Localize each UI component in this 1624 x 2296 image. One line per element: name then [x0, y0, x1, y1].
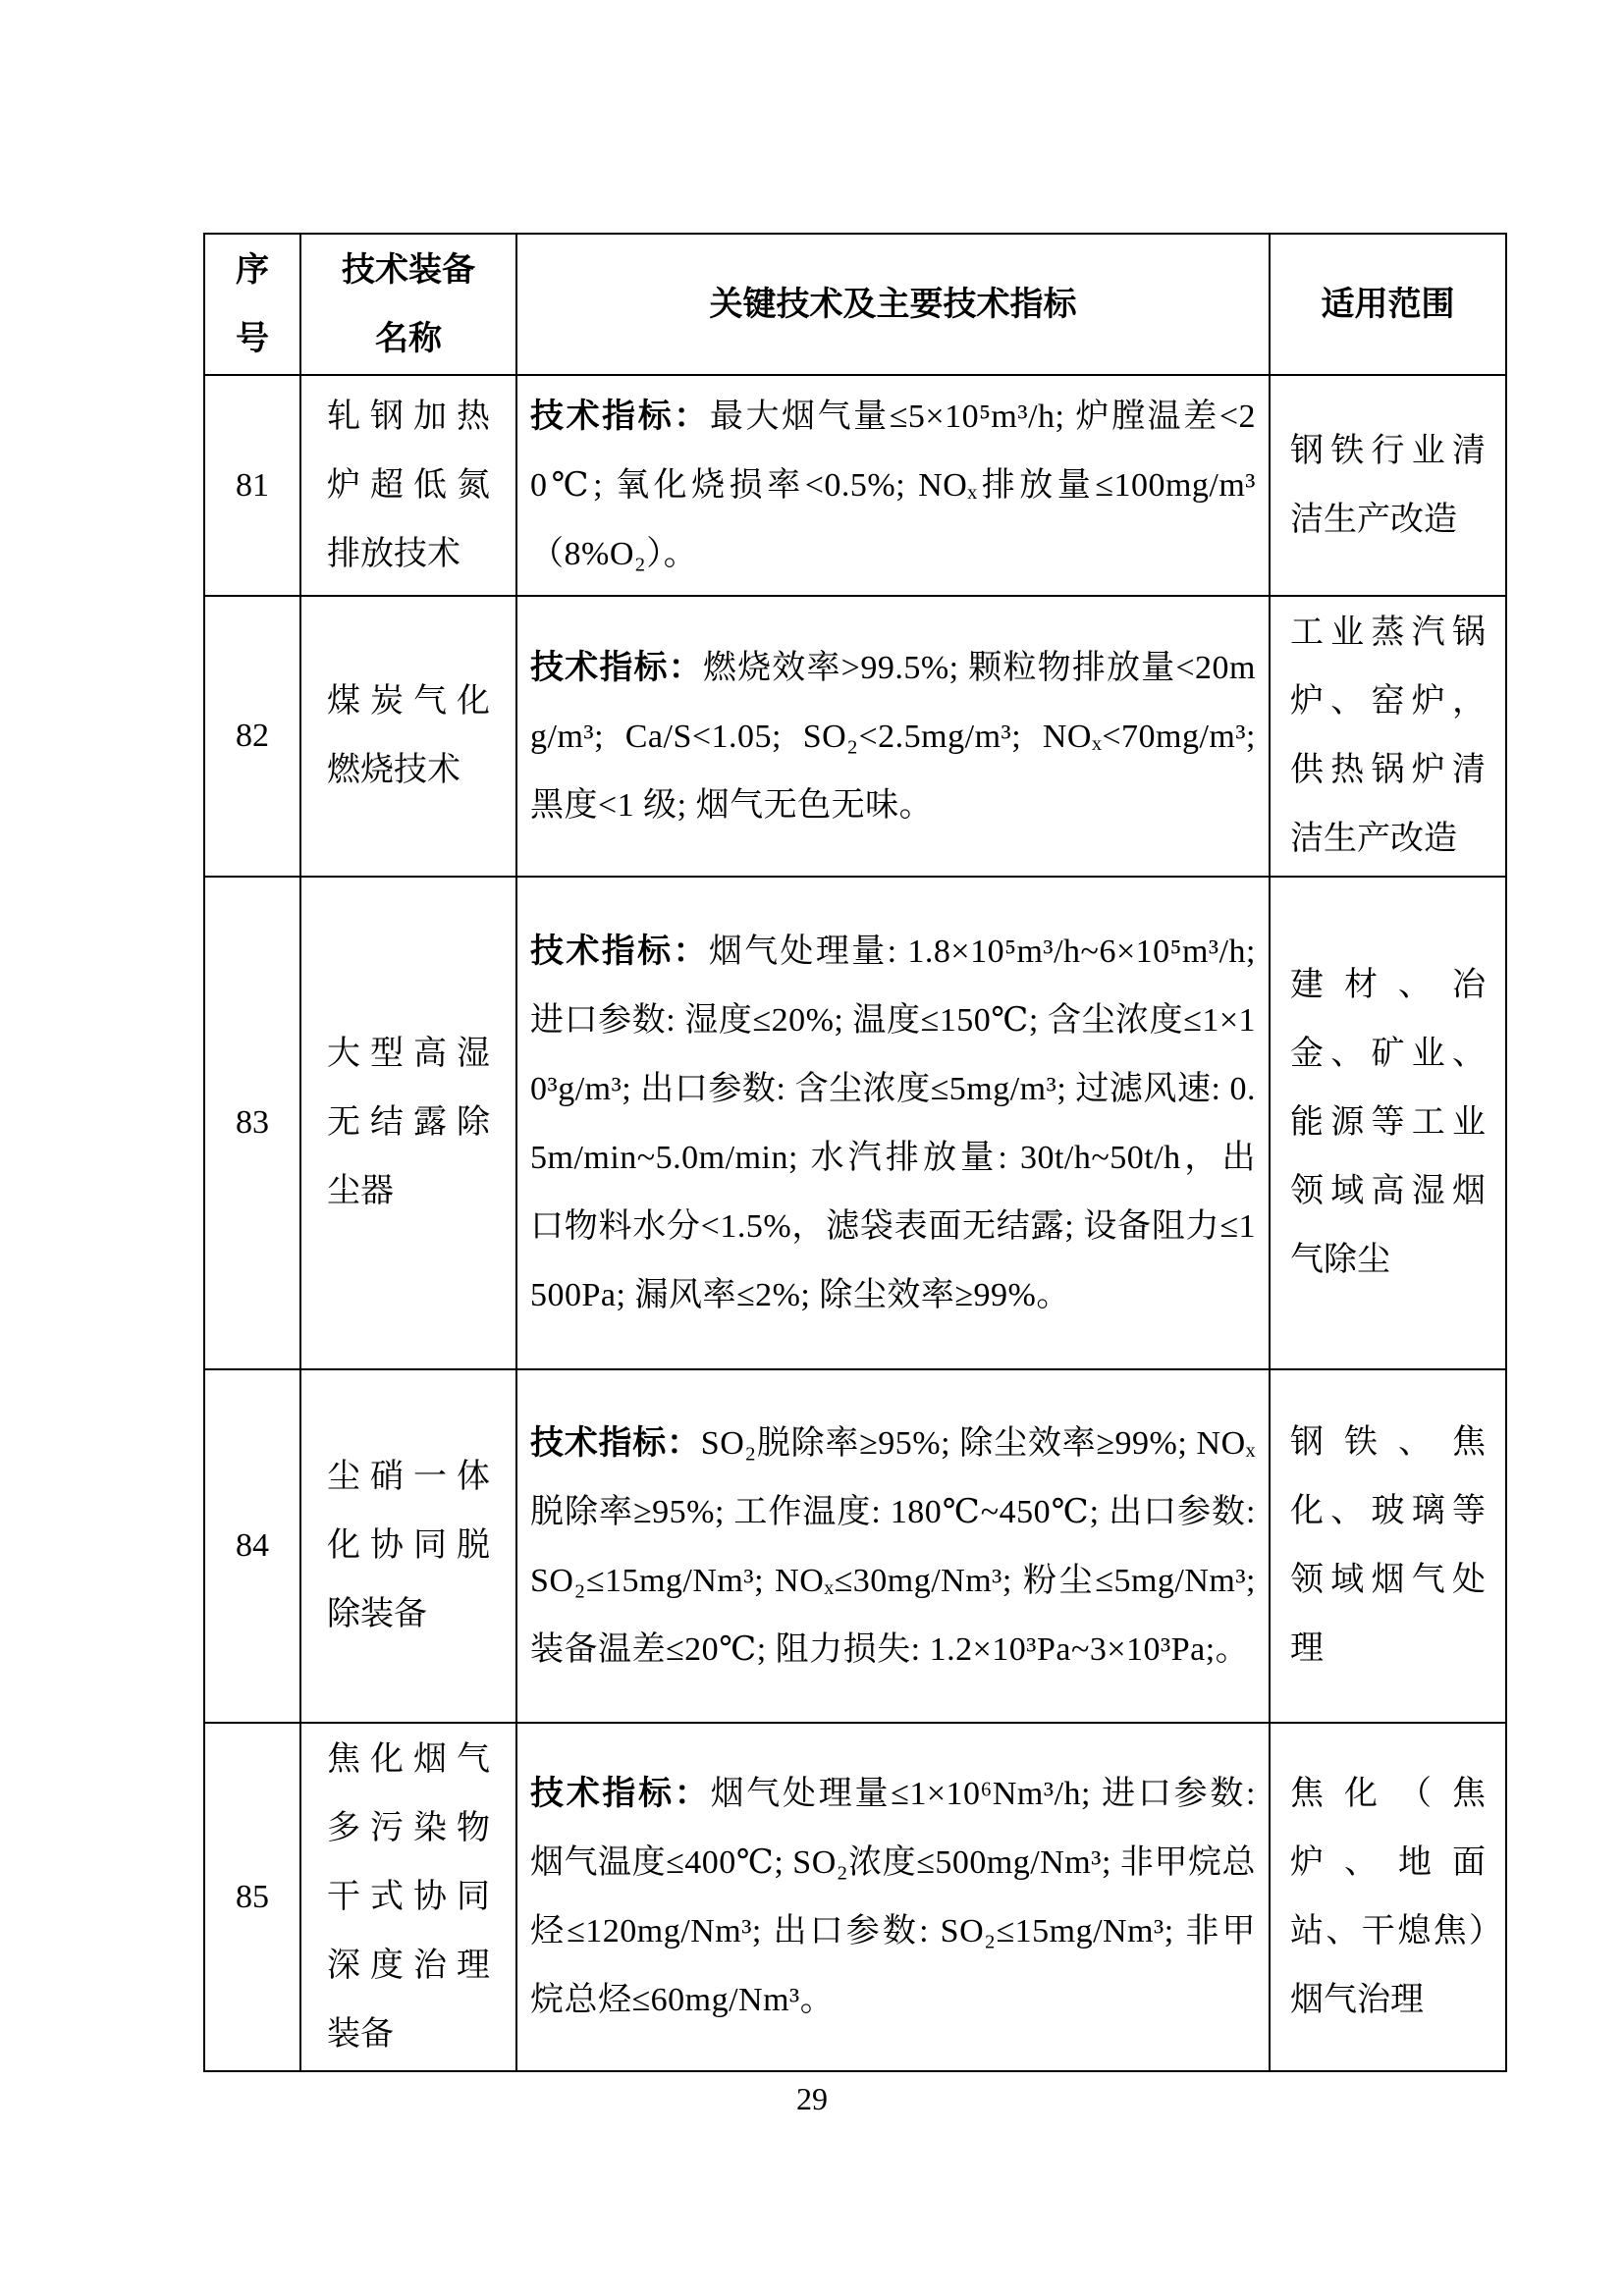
row-82-no: 82: [204, 596, 300, 877]
row-82-indicator: [516, 596, 1270, 877]
header-scope-label: 适用范围: [1321, 286, 1455, 323]
row-85-indicator-text: 烟气处理量≤1×10⁶Nm³/h; 进口参数: 烟气温度≤400℃; SO₂浓度≤500mg/Nm³; 非甲烷总烃≤120mg/Nm³; 出口参数: SO₂≤15mg/Nm³; 非甲烷总烃≤60mg/Nm³。: [530, 1776, 1256, 2018]
row-83-indicator-label: 技术指标：: [530, 932, 709, 970]
row-83-scope: 建材、冶金、矿业、能源等工业领域高湿烟气除尘: [1270, 877, 1506, 1369]
header-row: [204, 234, 1506, 375]
row-82-name: 煤炭气化燃烧技术: [300, 596, 516, 877]
row-84-indicator: [516, 1369, 1270, 1723]
row-85-indicator-label: 技术指标：: [530, 1775, 711, 1812]
row-84-scope: 钢铁、焦化、玻璃等领域烟气处理: [1270, 1369, 1506, 1723]
table-row-84: [204, 1369, 1506, 1723]
row-83-no: 83: [204, 877, 300, 1369]
row-84-no: 84: [204, 1369, 300, 1723]
row-81-no: 81: [204, 375, 300, 596]
row-81-name: 轧钢加热炉超低氮排放技术: [300, 375, 516, 596]
row-83-indicator-text: 烟气处理量: 1.8×10⁵m³/h~6×10⁵m³/h; 进口参数: 湿度≤20%; 温度≤150℃; 含尘浓度≤1×10³g/m³; 出口参数: 含尘浓度≤5mg/m³; 过滤风速: 0.5m/min~5.0m/min; 水汽排放量: 30t/h~50t/h，出口物料水分<1.5%，滤袋表面无结露; 设备阻力≤1500Pa; 漏风率≤2%; 除尘效率≥99%。: [530, 933, 1257, 1313]
row-84-indicator-text: SO₂脱除率≥95%; 除尘效率≥99%; NOₓ脱除率≥95%; 工作温度: 180℃~450℃; 出口参数: SO₂≤15mg/Nm³; NOₓ≤30mg/Nm³; 粉尘≤5mg/Nm³; 装备温差≤20℃; 阻力损失: 1.2×10³Pa~3×10³Pa;。: [530, 1424, 1256, 1668]
row-83-name: 大型高湿无结露除尘器: [300, 877, 516, 1369]
row-82-indicator-text: 燃烧效率>99.5%; 颗粒物排放量<20mg/m³; Ca/S<1.05; SO₂<2.5mg/m³; NOₓ<70mg/m³; 黑度<1 级; 烟气无色无味。: [530, 649, 1256, 824]
table-row-85: [204, 1723, 1506, 2071]
header-name-label: 技术装备名称: [342, 251, 475, 357]
row-83-indicator: [516, 877, 1270, 1369]
header-name: [300, 234, 516, 375]
row-84-name: 尘硝一体化协同脱除装备: [300, 1369, 516, 1723]
header-indicator: [516, 234, 1270, 375]
table-row-81: [204, 375, 1506, 596]
row-81-indicator-text: 最大烟气量≤5×10⁵m³/h; 炉膛温差<20℃; 氧化烧损率<0.5%; NOₓ排放量≤100mg/m³（8%O₂）。: [530, 399, 1256, 572]
row-81-indicator: [516, 375, 1270, 596]
row-82-scope: 工业蒸汽锅炉、窑炉，供热锅炉清洁生产改造: [1270, 596, 1506, 877]
row-84-indicator-label: 技术指标：: [530, 1423, 701, 1462]
row-82-indicator-label: 技术指标：: [530, 648, 703, 686]
row-81-indicator-label: 技术指标：: [530, 398, 710, 435]
row-85-no: 85: [204, 1723, 300, 2071]
row-85-indicator: [516, 1723, 1270, 2071]
row-81-scope: 钢铁行业清洁生产改造: [1270, 375, 1506, 596]
table-row-83: [204, 877, 1506, 1369]
row-85-name: 焦化烟气多污染物干式协同深度治理装备: [300, 1723, 516, 2071]
header-scope: [1270, 234, 1506, 375]
header-indicator-label: 关键技术及主要技术指标: [709, 286, 1077, 323]
header-no-label: 序号: [236, 251, 269, 357]
header-no: [204, 234, 300, 375]
page-number: 29: [796, 2081, 828, 2116]
spec-table: [203, 233, 1507, 2072]
row-85-scope: 焦化（焦炉、地面站、干熄焦）烟气治理: [1270, 1723, 1506, 2071]
table-row-82: [204, 596, 1506, 877]
